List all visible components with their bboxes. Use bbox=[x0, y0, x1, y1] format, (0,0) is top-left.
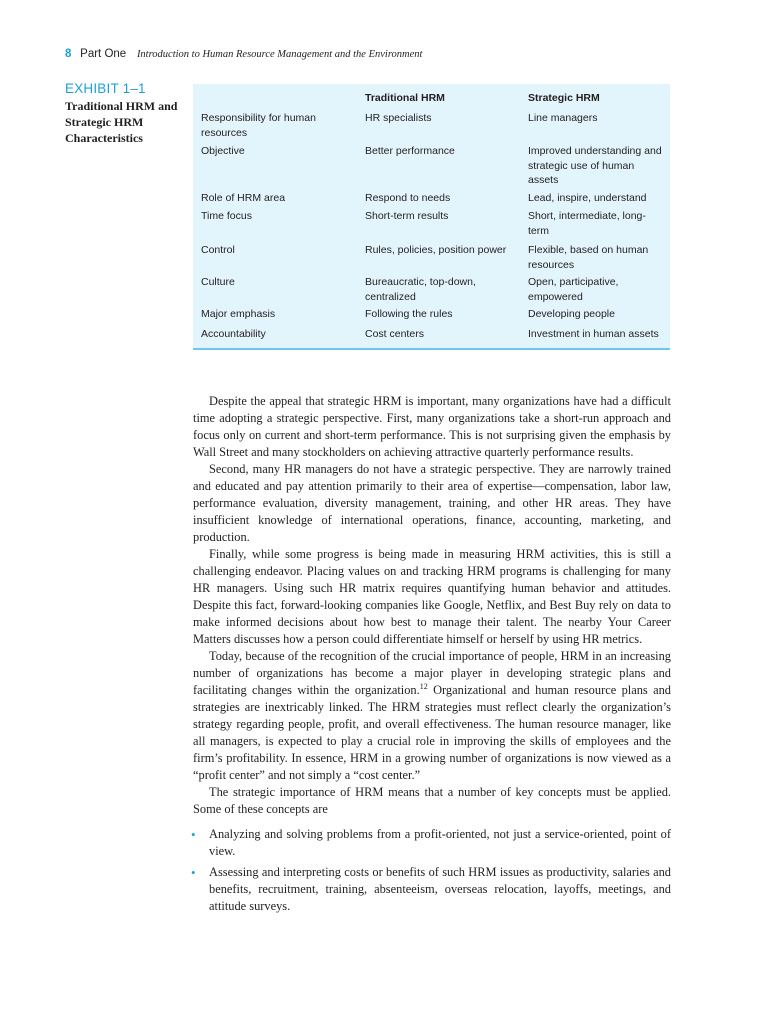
table-cell: Following the rules bbox=[365, 308, 453, 320]
bullet-icon: • bbox=[191, 865, 196, 880]
paragraph-text: Organizational and human resource plans and strategies are inextricably linked. The HRM strategies must reflect clearly the organization’s strategy regarding people, profit, and overall effectiveness. The human resource manager, like all managers, is expected to play a crucial role in improving the skills of employees and the firm’s profitability. In essence, HRM in a growing number of organizations is now viewed as a “profit center” and not simply a “cost center.” bbox=[193, 683, 671, 782]
table-cell: Cost centers bbox=[365, 328, 424, 340]
table-cell: Objective bbox=[201, 145, 245, 157]
list-item-text: Analyzing and solving problems from a profit-oriented, not just a service-oriented, point of view. bbox=[209, 827, 671, 858]
paragraph: Second, many HR managers do not have a strategic perspective. They are narrowly trained and educated and pay attention primarily to their area of expertise—compensation, labor law, performance evaluation, diversity management, training, and other HR areas. They have insufficient knowledge of international operations, finance, accounting, marketing, and production. bbox=[193, 462, 671, 544]
part-label: Part One bbox=[80, 48, 127, 60]
paragraph: Despite the appeal that strategic HRM is important, many organizations have had a difficult time adopting a strategic perspective. First, many organizations take a short-run approach and focus only on current and short-term performance. This is not surprising given the emphasis by Wall Street and many stockholders on achieving attractive quarterly performance results. bbox=[193, 394, 671, 459]
table-cell: Developing people bbox=[528, 308, 615, 320]
body-text bbox=[193, 393, 671, 919]
exhibit-caption bbox=[65, 80, 185, 146]
page-number: 8 bbox=[65, 48, 72, 60]
table-cell: Rules, policies, position power bbox=[365, 244, 507, 256]
table-cell: Bureaucratic, top-down, centralized bbox=[365, 276, 476, 303]
table-cell: Line managers bbox=[528, 112, 598, 124]
table-cell: Lead, inspire, understand bbox=[528, 192, 647, 204]
paragraph-text: Today, because of the recognition of the crucial importance of people, HRM in an increasing number of organizations has become a major player in developing strategic plans and facilitating changes within the organization. bbox=[193, 649, 671, 697]
table-cell: HR specialists bbox=[365, 112, 432, 124]
table-cell: Better performance bbox=[365, 145, 455, 157]
table-cell: Major emphasis bbox=[201, 308, 276, 320]
paragraph: Finally, while some progress is being made in measuring HRM activities, this is still a challenging endeavor. Placing values on and tracking HRM programs is challenging for many HR managers. Using such HR matrix requires quantifying human behavior and attitudes. Despite this fact, forward-looking companies like Google, Netflix, and Best Buy rely on data to make informed decisions about how best to manage their talent. The nearby Your Career Matters discusses how a person could differentiate himself or herself by using HR metrics. bbox=[193, 547, 671, 646]
list-item bbox=[193, 864, 671, 915]
list-item-text: Assessing and interpreting costs or benefits of such HRM issues as productivity, salaries and benefits, recruitment, training, absenteeism, overseas relocation, layoffs, meetings, and attitude surveys. bbox=[209, 865, 671, 913]
table-cell: Improved understanding and strategic use of human assets bbox=[528, 145, 662, 186]
concept-list bbox=[193, 826, 671, 915]
table-cell: Investment in human assets bbox=[528, 328, 659, 340]
table-cell: Role of HRM area bbox=[201, 192, 286, 204]
table-cell: Culture bbox=[201, 276, 235, 288]
table-cell: Respond to needs bbox=[365, 192, 451, 204]
comparison-table bbox=[193, 84, 670, 350]
table-cell: Flexible, based on human resources bbox=[528, 244, 649, 271]
table-cell: Short-term results bbox=[365, 210, 449, 222]
chapter-title: Introduction to Human Resource Management and the Environment bbox=[136, 49, 423, 60]
bullet-icon: • bbox=[191, 827, 196, 842]
table-cell: Open, participative, empowered bbox=[528, 276, 619, 303]
table-header-traditional: Traditional HRM bbox=[365, 92, 445, 104]
footnote-ref: 12 bbox=[419, 681, 428, 691]
paragraph: The strategic importance of HRM means that a number of key concepts must be applied. Some of these concepts are bbox=[193, 785, 671, 816]
table-cell: Accountability bbox=[201, 328, 266, 340]
running-head bbox=[65, 45, 422, 63]
table-cell: Responsibility for human resources bbox=[201, 112, 316, 139]
exhibit-label: EXHIBIT 1–1 bbox=[65, 81, 146, 96]
table-cell: Control bbox=[201, 244, 235, 256]
table-cell: Time focus bbox=[201, 210, 252, 222]
table-cell: Short, intermediate, long-term bbox=[528, 210, 646, 237]
table-header-strategic: Strategic HRM bbox=[528, 92, 600, 104]
list-item bbox=[193, 826, 671, 860]
paragraph bbox=[193, 648, 671, 784]
exhibit-title: Traditional HRM and Strategic HRM Characteristics bbox=[65, 99, 178, 145]
